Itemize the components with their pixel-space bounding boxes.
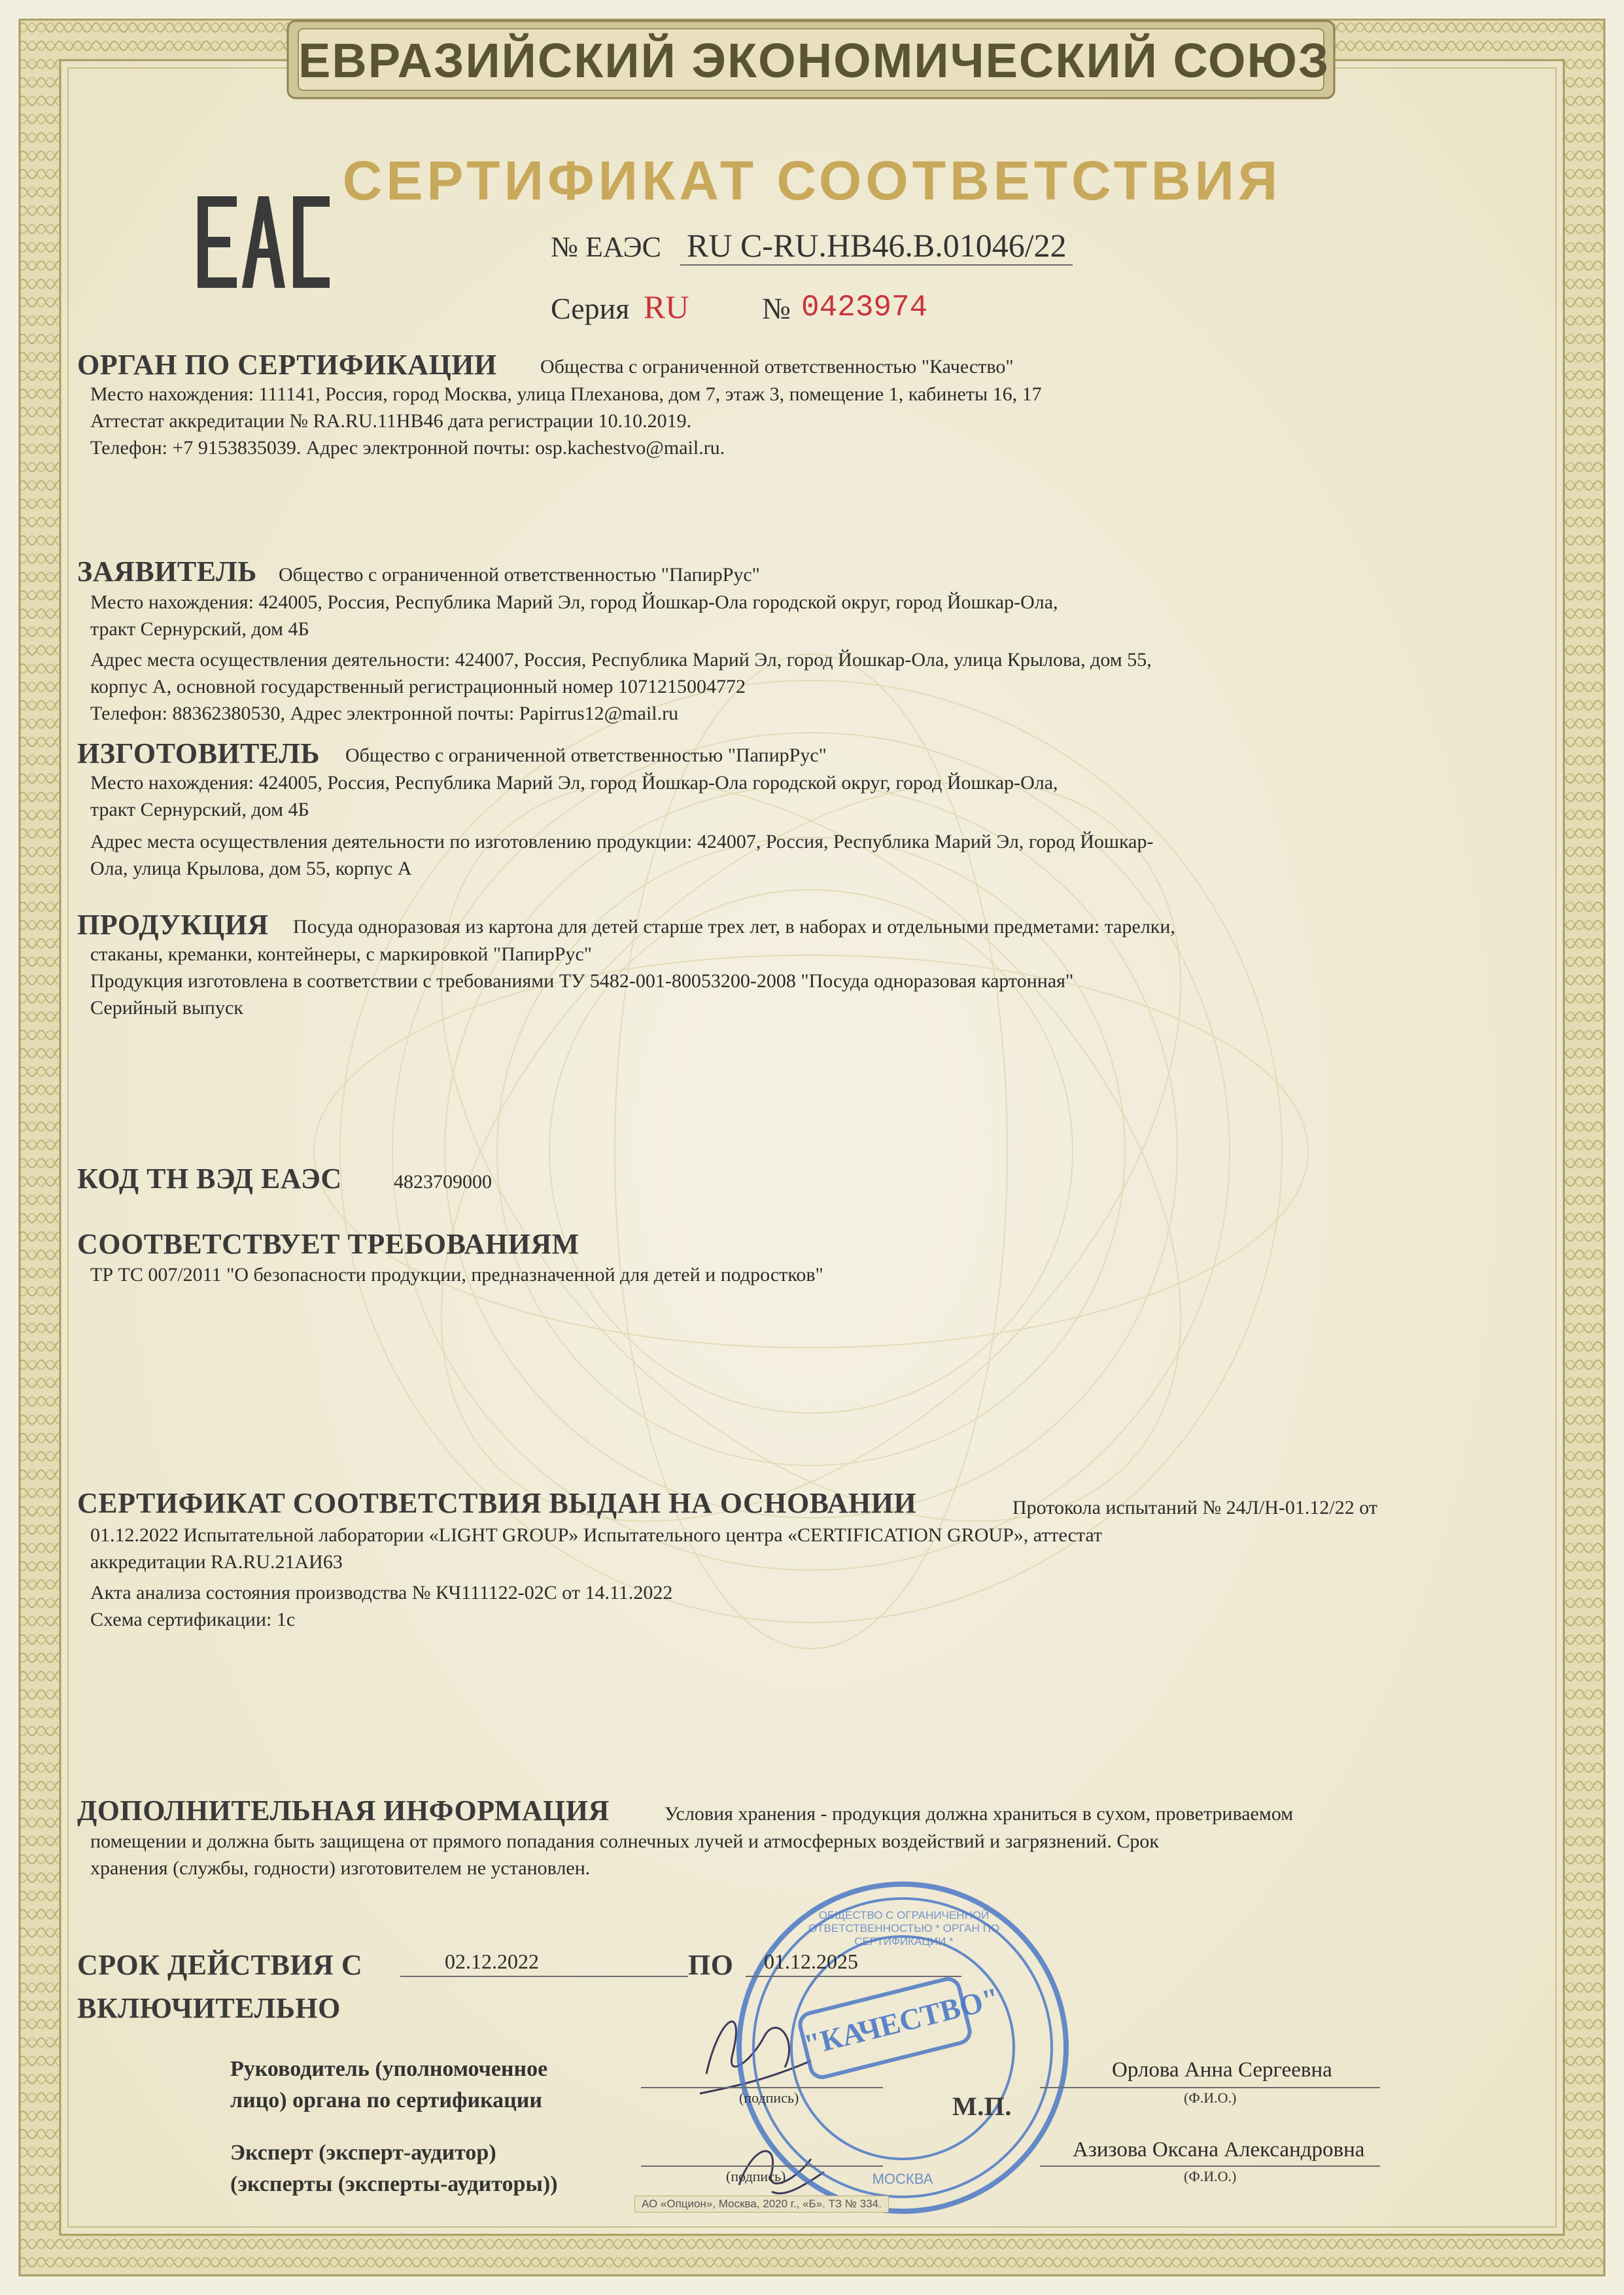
product-heading: ПРОДУКЦИЯ — [77, 909, 269, 941]
additional-line: хранения (службы, годности) изготовителем не установлен. — [90, 1857, 591, 1879]
hs-code-heading: КОД ТН ВЭД ЕАЭС — [77, 1163, 342, 1195]
applicant-line: Адрес места осуществления деятельности: 424007, Россия, Республика Марий Эл, город Йошкар-Ола, улица Крылова, дом 55, — [90, 649, 1152, 671]
expert-label: Эксперт (эксперт-аудитор) — [230, 2141, 496, 2165]
cert-body-line: Телефон: +7 9153835039. Адрес электронной почты: osp.kachestvo@mail.ru. — [90, 437, 725, 459]
blank-number: 0423974 — [801, 290, 928, 324]
stamp-ring-text: ОБЩЕСТВО С ОГРАНИЧЕННОЙ ОТВЕТСТВЕННОСТЬЮ * ОРГАН ПО СЕРТИФИКАЦИИ * — [808, 1909, 1000, 1948]
requirements-heading: СООТВЕТСТВУЕТ ТРЕБОВАНИЯМ — [77, 1228, 579, 1260]
stamp-city-text: МОСКВА — [872, 2171, 933, 2187]
basis-heading: СЕРТИФИКАТ СООТВЕТСТВИЯ ВЫДАН НА ОСНОВАНИИ — [77, 1487, 917, 1519]
basis-line: Схема сертификации: 1с — [90, 1609, 296, 1630]
manufacturer-line: тракт Сернурский, дом 4Б — [90, 799, 309, 820]
validity-heading: СРОК ДЕЙСТВИЯ С — [77, 1949, 363, 1981]
mp-label: М.П. — [952, 2092, 1012, 2121]
head-sign-caption: (подпись) — [739, 2090, 799, 2106]
head-fio-caption: (Ф.И.О.) — [1184, 2090, 1237, 2106]
series-value: RU — [644, 289, 689, 325]
stamp-center-text: "КАЧЕСТВО" — [801, 1981, 1003, 2062]
applicant-line: тракт Сернурский, дом 4Б — [90, 618, 309, 640]
product-line: стаканы, креманки, контейнеры, с маркировкой "ПапирРус" — [90, 943, 593, 965]
basis-name: Протокола испытаний № 24Л/Н-01.12/22 от — [1012, 1497, 1377, 1518]
basis-line: 01.12.2022 Испытательной лаборатории «LIGHT GROUP» Испытательного центра «CERTIFICATION GROUP», аттестат — [90, 1524, 1103, 1546]
blank-no-label: № — [762, 292, 791, 325]
expert-name: Азизова Оксана Александровна — [1073, 2138, 1365, 2162]
basis-line: Акта анализа состояния производства № КЧ111122-02С от 14.11.2022 — [90, 1582, 673, 1603]
product-name: Посуда одноразовая из картона для детей старше трех лет, в наборах и отдельными предметами: тарелки, — [293, 916, 1175, 937]
validity-from: 02.12.2022 — [445, 1950, 539, 1973]
manufacturer-line: Место нахождения: 424005, Россия, Республика Марий Эл, город Йошкар-Ола городской округ, город Йошкар-Ола, — [90, 772, 1058, 794]
applicant-line: корпус А, основной государственный регистрационный номер 1071215004772 — [90, 676, 746, 697]
basis-line: аккредитации RA.RU.21АИ63 — [90, 1551, 343, 1573]
applicant-heading: ЗАЯВИТЕЛЬ — [77, 555, 257, 587]
applicant-name: Общество с ограниченной ответственностью "ПапирРус" — [279, 564, 760, 586]
number-label: № ЕАЭС — [551, 231, 661, 263]
manufacturer-line: Ола, улица Крылова, дом 55, корпус А — [90, 858, 412, 879]
expert-label-2: (эксперты (эксперты-аудиторы)) — [230, 2172, 558, 2196]
series-label: Серия — [551, 292, 630, 325]
validity-to: 01.12.2025 — [764, 1950, 858, 1973]
manufacturer-heading: ИЗГОТОВИТЕЛЬ — [77, 737, 320, 769]
cert-body-line: Аттестат аккредитации № RA.RU.11НВ46 дата регистрации 10.10.2019. — [90, 410, 692, 432]
applicant-line: Место нахождения: 424005, Россия, Республика Марий Эл, город Йошкар-Ола городской округ, город Йошкар-Ола, — [90, 591, 1058, 613]
product-line: Продукция изготовлена в соответствии с требованиями ТУ 5482-001-80053200-2008 "Посуда одноразовая картонная" — [90, 970, 1074, 992]
hs-code-value: 4823709000 — [394, 1171, 492, 1193]
requirements-line: ТР ТС 007/2011 "О безопасности продукции, предназначенной для детей и подростков" — [90, 1264, 823, 1286]
cert-body-heading: ОРГАН ПО СЕРТИФИКАЦИИ — [77, 349, 497, 381]
manufacturer-name: Общество с ограниченной ответственностью "ПапирРус" — [345, 745, 827, 766]
additional-heading: ДОПОЛНИТЕЛЬНАЯ ИНФОРМАЦИЯ — [77, 1795, 610, 1827]
additional-name: Условия хранения - продукция должна храниться в сухом, проветриваемом — [665, 1803, 1294, 1825]
additional-line: помещении и должна быть защищена от прямого попадания солнечных лучей и атмосферных воздействий и загрязнений. Срок — [90, 1831, 1159, 1852]
certificate-number: RU С-RU.НВ46.В.01046/22 — [687, 227, 1067, 264]
validity-heading-2: ВКЛЮЧИТЕЛЬНО — [77, 1992, 341, 2024]
union-title: ЕВРАЗИЙСКИЙ ЭКОНОМИЧЕСКИЙ СОЮЗ — [298, 33, 1330, 88]
validity-to-label: ПО — [688, 1949, 734, 1981]
head-label-2: лицо) органа по сертификации — [230, 2088, 542, 2112]
printer-imprint: АО «Опцион», Москва, 2020 г., «Б». ТЗ № 334. — [634, 2196, 889, 2213]
head-name: Орлова Анна Сергеевна — [1112, 2058, 1332, 2082]
product-line: Серийный выпуск — [90, 997, 243, 1019]
expert-sign-caption: (подпись) — [726, 2168, 786, 2184]
head-label: Руководитель (уполномоченное — [230, 2057, 548, 2081]
expert-fio-caption: (Ф.И.О.) — [1184, 2168, 1237, 2184]
applicant-line: Телефон: 88362380530, Адрес электронной почты: Papirrus12@mail.ru — [90, 703, 679, 724]
cert-body-line: Место нахождения: 111141, Россия, город Москва, улица Плеханова, дом 7, этаж 3, помещение 1, кабинеты 16, 17 — [90, 383, 1042, 405]
cert-body-name: Общества с ограниченной ответственностью "Качество" — [540, 356, 1014, 377]
certificate-title: СЕРТИФИКАТ СООТВЕТСТВИЯ — [342, 150, 1282, 211]
manufacturer-line: Адрес места осуществления деятельности по изготовлению продукции: 424007, Россия, Республика Марий Эл, город Йошкар- — [90, 831, 1154, 852]
